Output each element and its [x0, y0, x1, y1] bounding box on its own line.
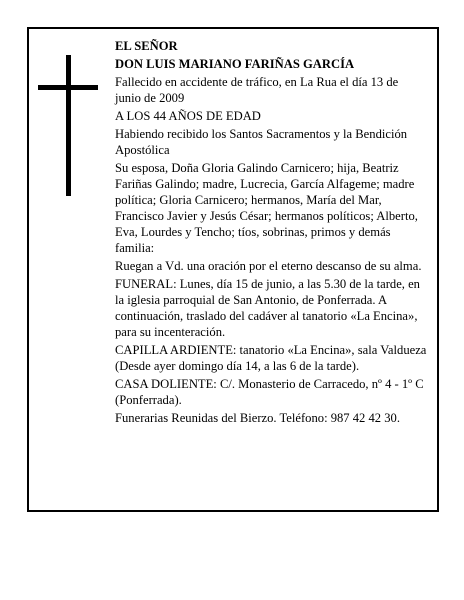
- title-line-1: EL SEÑOR: [115, 39, 178, 53]
- sacraments: Habiendo recibido los Santos Sacramentos y la Bendición Apostólica: [115, 127, 408, 157]
- obituary-text: [115, 38, 427, 428]
- chapel-details: CAPILLA ARDIENTE: tanatorio «La Encina», sala Valdueza (Desde ayer domingo día 14, a las 6 de la tarde).: [115, 343, 427, 373]
- prayer-request: Ruegan a Vd. una oración por el eterno descanso de su alma.: [115, 259, 422, 273]
- cross-icon-horizontal-bar: [38, 85, 98, 90]
- cross-icon-vertical-bar: [66, 55, 71, 196]
- title-line-2: DON LUIS MARIANO FARIÑAS GARCÍA: [115, 57, 355, 71]
- house-details: CASA DOLIENTE: C/. Monasterio de Carracedo, nº 4 - 1º C (Ponferrada).: [115, 377, 424, 407]
- death-details: Fallecido en accidente de tráfico, en La Rua el día 13 de junio de 2009: [115, 75, 399, 105]
- funeral-home: Funerarias Reunidas del Bierzo. Teléfono: 987 42 42 30.: [115, 411, 400, 425]
- funeral-details: FUNERAL: Lunes, día 15 de junio, a las 5.30 de la tarde, en la iglesia parroquial de San Antonio, de Ponferrada. A continuación, traslado del cadáver al tanatorio «La Encina», para su incenteración.: [115, 277, 420, 339]
- family-list: Su esposa, Doña Gloria Galindo Carnicero; hija, Beatriz Fariñas Galindo; madre, Lucrecia, García Alfageme; madre política; Gloria Carnicero; hermanos, María del Mar, Francisco Javier y Jesús César; hermanos políticos; Alberto, Eva, Lourdes y Tencho; tíos, sobrinas, primos y demás familia:: [115, 161, 418, 255]
- age: A LOS 44 AÑOS DE EDAD: [115, 109, 261, 123]
